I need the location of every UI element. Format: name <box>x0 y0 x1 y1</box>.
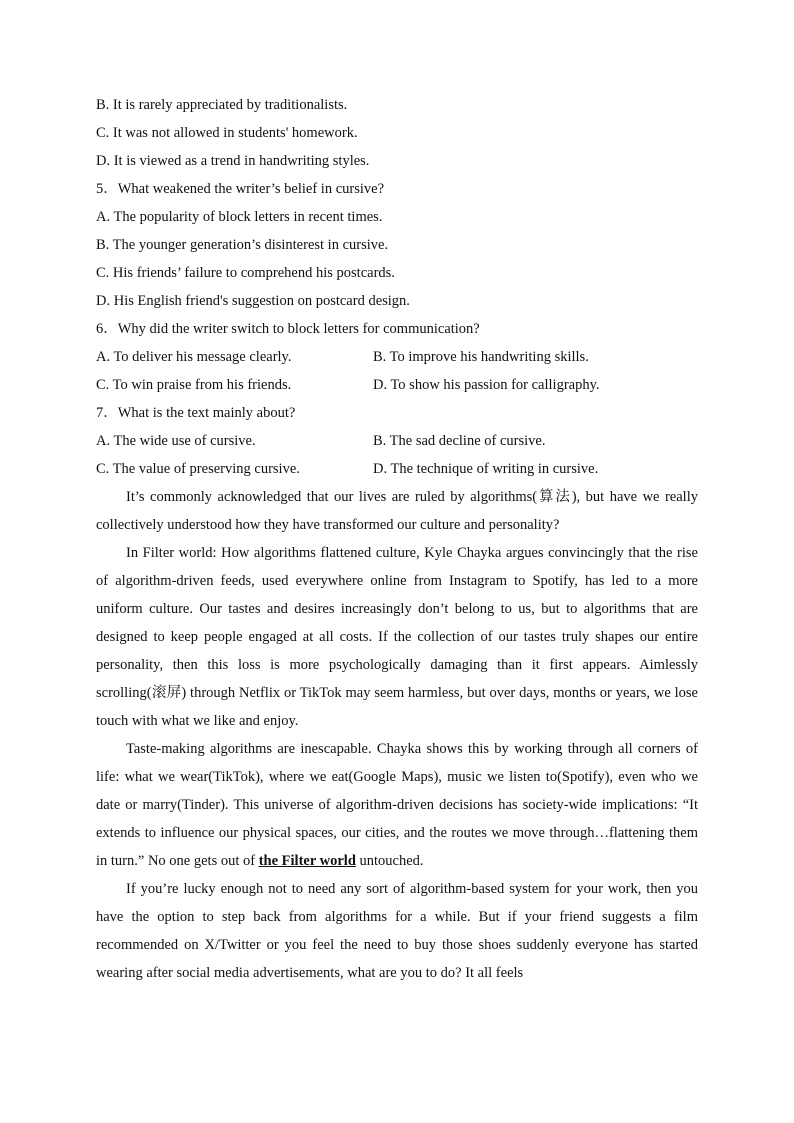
q5-option-d: D. His English friend's suggestion on postcard design. <box>96 293 410 309</box>
q5-option-b: B. The younger generation’s disinterest in cursive. <box>96 237 389 253</box>
passage-p4-text: If you’re lucky enough not to need any sort of algorithm-based system for your work, then you have the option to step back from algorithms for a while. But if your friend suggests a film recommended on X/Twitter or you feel the need to buy those shoes suddenly everyone has started wearing after social media advertisements, what are you to do? It all feels <box>96 881 698 981</box>
passage-p2-text: In Filter world: How algorithms flattened culture, Kyle Chayka argues convincingly that the rise of algorithm-driven feeds, used everywhere online from Instagram to Spotify, has led to a more uniform culture. Our tastes and desires increasingly don’t belong to us, but to algorithms that are designed to keep people engaged at all costs. If the collection of our tastes truly shapes our entire personality, then this loss is more psychologically damaging than it first appears. Aimlessly scrolling(滚屏) through Netflix or TikTok may seem harmless, but over days, months or years, we lose touch with what we like and enjoy. <box>96 545 698 729</box>
passage-p3-text-after: untouched. <box>355 853 424 869</box>
q7-option-d: D. The technique of writing in cursive. <box>373 461 599 477</box>
q5-option-c: C. His friends’ failure to comprehend his postcards. <box>96 265 395 281</box>
q6-option-d: D. To show his passion for calligraphy. <box>373 377 600 393</box>
passage-paragraph-3 <box>96 735 698 875</box>
q7-option-c: C. The value of preserving cursive. <box>96 461 300 477</box>
q7-options-row-1 <box>96 427 698 455</box>
q4-option-d: D. It is viewed as a trend in handwriting styles. <box>96 153 370 169</box>
underlined-phrase: the Filter world <box>258 853 356 869</box>
q6-options-row-1 <box>96 343 698 371</box>
passage-p1-text: It’s commonly acknowledged that our lives are ruled by algorithms(算法), but have we really collectively understood how they have transformed our culture and personality? <box>96 489 698 533</box>
document-page <box>96 91 698 987</box>
q4-option-c: C. It was not allowed in students' homework. <box>96 125 358 141</box>
q7-options-row-2 <box>96 455 698 483</box>
q6-options-row-2 <box>96 371 698 399</box>
q7-title: 7．What is the text mainly about? <box>96 405 296 421</box>
q6-title: 6．Why did the writer switch to block letters for communication? <box>96 321 480 337</box>
passage-paragraph-4 <box>96 875 698 987</box>
q4-option-b: B. It is rarely appreciated by traditionalists. <box>96 97 348 113</box>
passage-paragraph-2 <box>96 539 698 735</box>
q6-option-a: A. To deliver his message clearly. <box>96 349 292 365</box>
q6-option-c: C. To win praise from his friends. <box>96 377 292 393</box>
passage-paragraph-1 <box>96 483 698 539</box>
q7-option-a: A. The wide use of cursive. <box>96 433 256 449</box>
q5-option-a: A. The popularity of block letters in recent times. <box>96 209 383 225</box>
passage-p3-text-before: Taste-making algorithms are inescapable. Chayka shows this by working through all corners of life: what we wear(TikTok), where we eat(Google Maps), music we listen to(Spotify), even who we date or marry(Tinder). This universe of algorithm-driven decisions has society-wide implications: “It extends to influence our physical spaces, our cities, and the routes we move through…flattening them in turn.” No one gets out of <box>96 741 698 869</box>
q5-title: 5．What weakened the writer’s belief in cursive? <box>96 181 385 197</box>
q7-option-b: B. The sad decline of cursive. <box>373 433 546 449</box>
q6-option-b: B. To improve his handwriting skills. <box>373 349 589 365</box>
